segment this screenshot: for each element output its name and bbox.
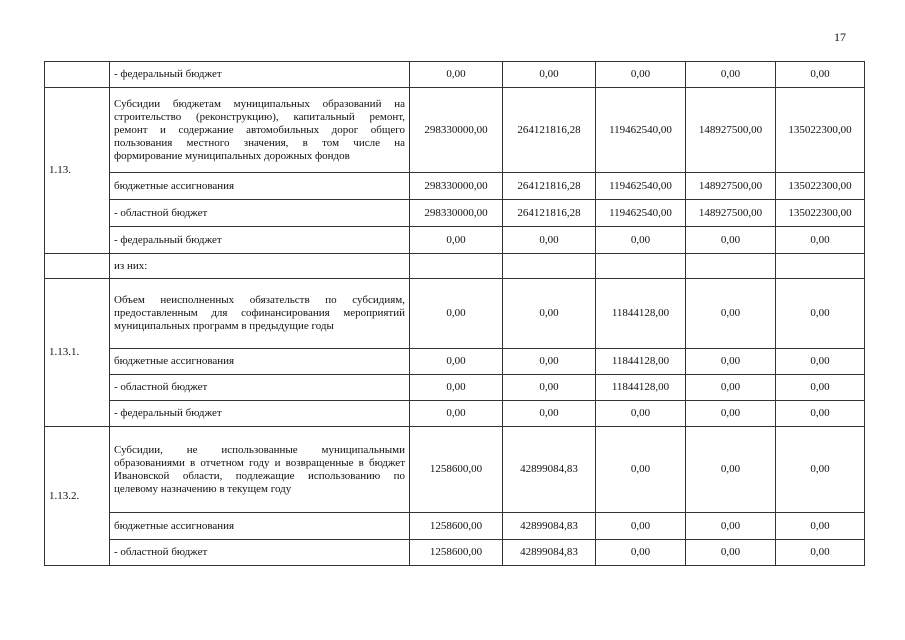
row-code: 1.13.2. [45,427,110,566]
value-cell [596,254,686,279]
value-cell: 0,00 [776,375,865,401]
value-cell: 11844128,00 [596,349,686,375]
row-description: бюджетные ассигнования [110,173,410,200]
value-cell: 0,00 [776,349,865,375]
value-cell: 135022300,00 [776,173,865,200]
value-cell: 0,00 [686,349,776,375]
value-cell: 119462540,00 [596,88,686,173]
table-row [45,427,865,513]
row-description: бюджетные ассигнования [110,513,410,540]
value-cell: 0,00 [686,227,776,254]
table-row [45,62,865,88]
value-cell: 42899084,83 [503,540,596,566]
value-cell: 0,00 [686,375,776,401]
row-code [45,62,110,88]
value-cell: 0,00 [503,375,596,401]
value-cell [410,254,503,279]
value-cell: 1258600,00 [410,540,503,566]
value-cell: 0,00 [410,62,503,88]
value-cell: 0,00 [686,540,776,566]
table-row [45,254,865,279]
value-cell [503,254,596,279]
value-cell: 11844128,00 [596,279,686,349]
table-row [45,401,865,427]
row-description: Субсидии бюджетам муниципальных образований на строительство (реконструкцию), капитальный ремонт, ремонт и содержание автомобильных дорог общего пользования местного значения, в том числе на формирование муниципальных дорожных фондов [110,88,410,173]
row-description: бюджетные ассигнования [110,349,410,375]
row-description: Объем неисполненных обязательств по субсидиям, предоставленным для софинансирования мероприятий муниципальных программ в предыдущие годы [110,279,410,349]
value-cell: 0,00 [686,401,776,427]
value-cell: 0,00 [686,427,776,513]
value-cell: 264121816,28 [503,173,596,200]
row-description: - федеральный бюджет [110,62,410,88]
value-cell: 0,00 [410,375,503,401]
value-cell: 0,00 [686,279,776,349]
value-cell: 135022300,00 [776,200,865,227]
row-description: - областной бюджет [110,200,410,227]
value-cell: 0,00 [776,540,865,566]
value-cell: 298330000,00 [410,200,503,227]
row-description: - федеральный бюджет [110,401,410,427]
value-cell: 0,00 [686,62,776,88]
value-cell: 264121816,28 [503,200,596,227]
table-row [45,375,865,401]
value-cell [776,254,865,279]
value-cell: 0,00 [410,349,503,375]
table-row [45,349,865,375]
value-cell: 0,00 [503,62,596,88]
value-cell: 0,00 [776,427,865,513]
row-description: - федеральный бюджет [110,227,410,254]
value-cell: 119462540,00 [596,200,686,227]
value-cell: 148927500,00 [686,88,776,173]
value-cell: 298330000,00 [410,173,503,200]
table-row [45,513,865,540]
value-cell: 148927500,00 [686,200,776,227]
value-cell: 0,00 [503,279,596,349]
value-cell: 148927500,00 [686,173,776,200]
value-cell: 0,00 [776,227,865,254]
value-cell: 298330000,00 [410,88,503,173]
value-cell [686,254,776,279]
value-cell: 11844128,00 [596,375,686,401]
value-cell: 42899084,83 [503,427,596,513]
value-cell: 0,00 [596,427,686,513]
value-cell: 0,00 [596,62,686,88]
value-cell: 0,00 [503,349,596,375]
table-row [45,227,865,254]
value-cell: 0,00 [596,513,686,540]
value-cell: 42899084,83 [503,513,596,540]
value-cell: 0,00 [776,279,865,349]
value-cell: 0,00 [776,62,865,88]
value-cell: 1258600,00 [410,427,503,513]
value-cell: 264121816,28 [503,88,596,173]
value-cell: 0,00 [503,401,596,427]
value-cell: 0,00 [503,227,596,254]
value-cell: 0,00 [596,540,686,566]
value-cell: 119462540,00 [596,173,686,200]
table-row [45,200,865,227]
page-number: 17 [834,30,846,44]
value-cell: 0,00 [596,401,686,427]
table-row [45,540,865,566]
value-cell: 0,00 [410,401,503,427]
value-cell: 135022300,00 [776,88,865,173]
row-description: из них: [110,254,410,279]
table-row [45,173,865,200]
value-cell: 0,00 [686,513,776,540]
row-code: 1.13. [45,88,110,254]
value-cell: 0,00 [776,401,865,427]
table-row [45,88,865,173]
row-code: 1.13.1. [45,279,110,427]
value-cell: 0,00 [410,279,503,349]
value-cell: 0,00 [410,227,503,254]
value-cell: 0,00 [776,513,865,540]
row-description: - областной бюджет [110,375,410,401]
table-row [45,279,865,349]
budget-table [44,61,865,566]
row-description: - областной бюджет [110,540,410,566]
row-code [45,254,110,279]
row-description: Субсидии, не использованные муниципальными образованиями в отчетном году и возвращенные в бюджет Ивановской области, подлежащие использованию по целевому назначению в текущем году [110,427,410,513]
value-cell: 0,00 [596,227,686,254]
value-cell: 1258600,00 [410,513,503,540]
